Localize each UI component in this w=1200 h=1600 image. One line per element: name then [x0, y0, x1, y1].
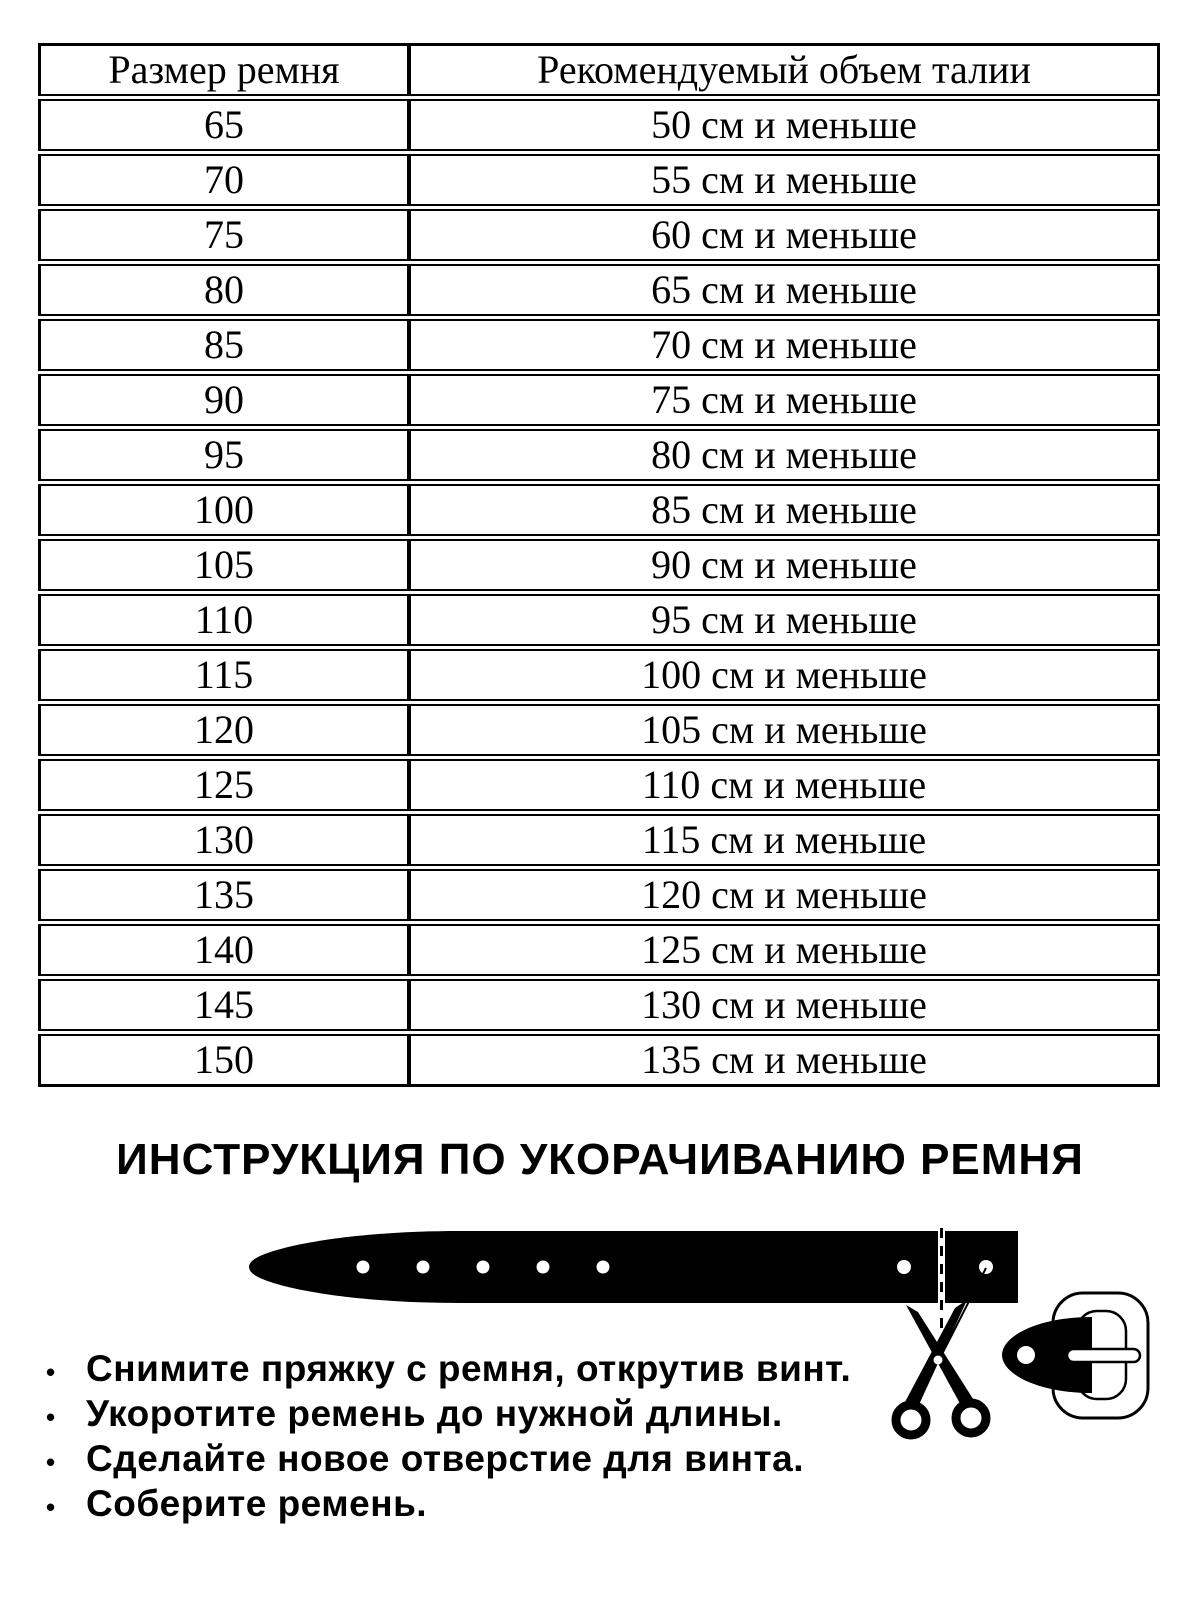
table-row — [38, 484, 1160, 536]
waist-cell: 130 см и меньше — [409, 979, 1160, 1031]
size-column-header: Размер ремня — [38, 43, 409, 96]
belt-size-table — [38, 40, 1160, 1090]
instruction-step-text: Сделайте новое отверстие для винта. — [86, 1438, 804, 1479]
scissors-icon — [896, 1268, 986, 1435]
table-row — [38, 704, 1160, 756]
waist-cell: 50 см и меньше — [409, 99, 1160, 151]
size-cell: 90 — [38, 374, 409, 426]
waist-cell: 75 см и меньше — [409, 374, 1160, 426]
table-row — [38, 374, 1160, 426]
size-cell: 80 — [38, 264, 409, 316]
table-row — [38, 814, 1160, 866]
table-row — [38, 759, 1160, 811]
waist-cell: 55 см и меньше — [409, 154, 1160, 206]
size-cell: 130 — [38, 814, 409, 866]
instruction-step-text: Снимите пряжку с ремня, открутив винт. — [86, 1348, 852, 1389]
instruction-step — [46, 1481, 851, 1526]
instruction-step — [46, 1391, 851, 1436]
waist-cell: 90 см и меньше — [409, 539, 1160, 591]
instruction-step — [46, 1346, 851, 1391]
waist-cell: 95 см и меньше — [409, 594, 1160, 646]
belt-size-table-body — [38, 99, 1160, 1087]
waist-cell: 115 см и меньше — [409, 814, 1160, 866]
size-cell: 125 — [38, 759, 409, 811]
waist-cell: 60 см и меньше — [409, 209, 1160, 261]
table-row — [38, 594, 1160, 646]
waist-cell: 105 см и меньше — [409, 704, 1160, 756]
waist-cell: 65 см и меньше — [409, 264, 1160, 316]
size-cell: 150 — [38, 1034, 409, 1087]
belt-icon — [249, 1231, 1018, 1303]
waist-cell: 80 см и меньше — [409, 429, 1160, 481]
instruction-step-text: Укоротите ремень до нужной длины. — [86, 1393, 783, 1434]
size-cell: 100 — [38, 484, 409, 536]
table-header-row — [38, 43, 1160, 96]
size-cell: 135 — [38, 869, 409, 921]
bullet-icon: • — [46, 1402, 56, 1432]
waist-cell: 70 см и меньше — [409, 319, 1160, 371]
table-row — [38, 99, 1160, 151]
table-row — [38, 264, 1160, 316]
table-row — [38, 209, 1160, 261]
waist-cell: 135 см и меньше — [409, 1034, 1160, 1087]
bullet-icon: • — [46, 1357, 56, 1387]
size-cell: 70 — [38, 154, 409, 206]
table-row — [38, 1034, 1160, 1087]
instruction-steps — [46, 1346, 851, 1526]
size-cell: 75 — [38, 209, 409, 261]
bullet-icon: • — [46, 1492, 56, 1522]
table-row — [38, 649, 1160, 701]
bullet-icon: • — [46, 1447, 56, 1477]
waist-column-header: Рекомендуемый объем талии — [409, 43, 1160, 96]
size-cell: 140 — [38, 924, 409, 976]
waist-cell: 85 см и меньше — [409, 484, 1160, 536]
size-cell: 65 — [38, 99, 409, 151]
instruction-step-text: Соберите ремень. — [86, 1483, 428, 1524]
table-row — [38, 154, 1160, 206]
buckle-icon — [1002, 1293, 1148, 1418]
table-row — [38, 319, 1160, 371]
table-row — [38, 979, 1160, 1031]
waist-cell: 120 см и меньше — [409, 869, 1160, 921]
table-row — [38, 924, 1160, 976]
size-cell: 120 — [38, 704, 409, 756]
instruction-step — [46, 1436, 851, 1481]
size-cell: 95 — [38, 429, 409, 481]
table-row — [38, 539, 1160, 591]
waist-cell: 100 см и меньше — [409, 649, 1160, 701]
waist-cell: 110 см и меньше — [409, 759, 1160, 811]
instructions-title: ИНСТРУКЦИЯ ПО УКОРАЧИВАНИЮ РЕМНЯ — [116, 1135, 1084, 1184]
size-cell: 110 — [38, 594, 409, 646]
size-cell: 145 — [38, 979, 409, 1031]
waist-cell: 125 см и меньше — [409, 924, 1160, 976]
size-cell: 105 — [38, 539, 409, 591]
size-cell: 85 — [38, 319, 409, 371]
size-cell: 115 — [38, 649, 409, 701]
table-row — [38, 869, 1160, 921]
table-row — [38, 429, 1160, 481]
